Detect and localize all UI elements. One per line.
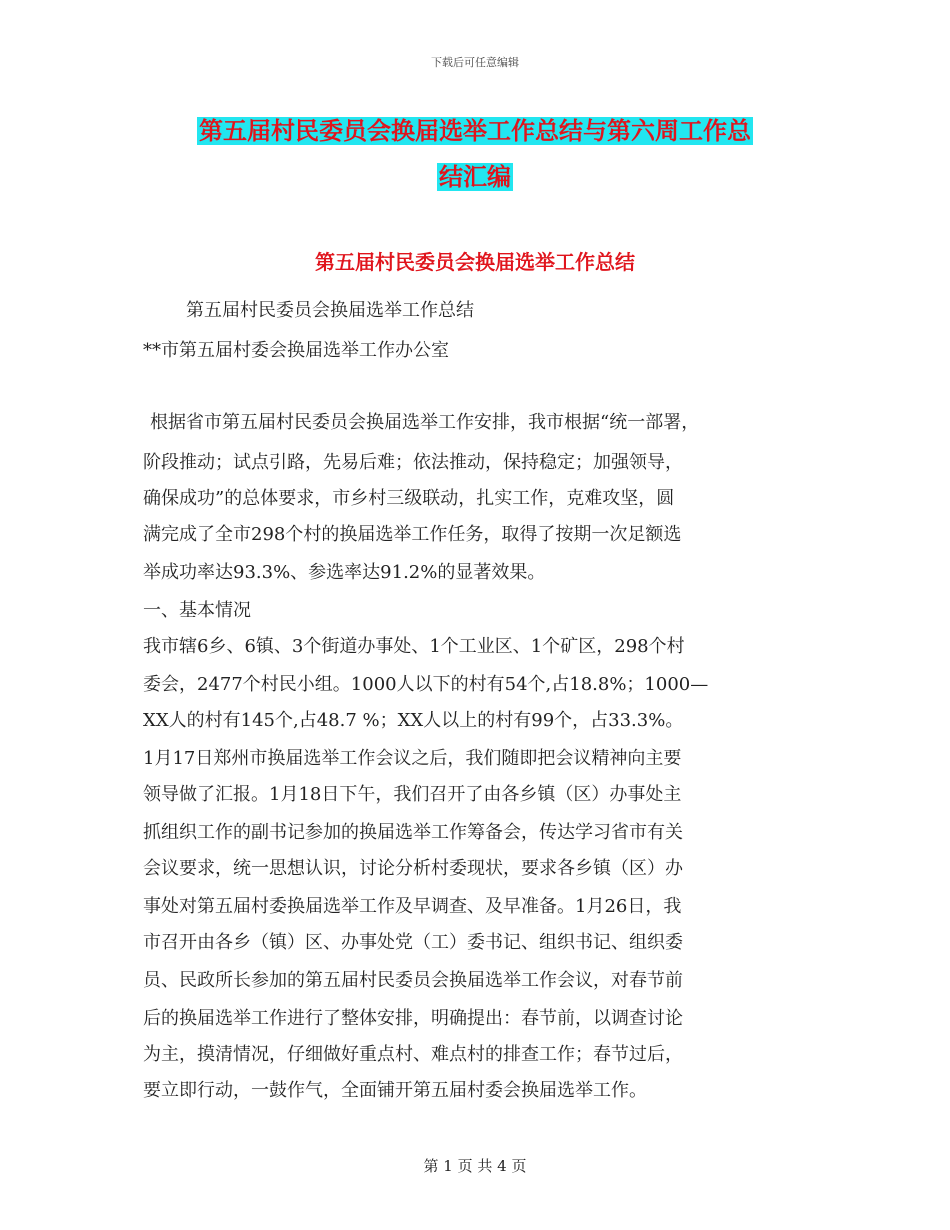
body-line: 领导做了汇报。1月18日下午，我们召开了由各乡镇（区）办事处主 <box>143 784 682 805</box>
body-line: 事处对第五届村委换届选举工作及早调查、及早准备。1月26日，我 <box>143 896 682 917</box>
body-line: 后的换届选举工作进行了整体安排，明确提出：春节前，以调查讨论 <box>143 1008 683 1029</box>
body-line: 一、基本情况 <box>143 600 251 621</box>
body-line: 根据省市第五届村民委员会换届选举工作安排，我市根据“统一部署， <box>150 412 700 433</box>
body-line: 我市辖6乡、6镇、3个街道办事处、1个工业区、1个矿区，298个村 <box>143 636 685 657</box>
body-line: 要立即行动，一鼓作气，全面铺开第五届村委会换届选举工作。 <box>143 1080 647 1101</box>
section-title: 第五届村民委员会换届选举工作总结 <box>315 250 635 274</box>
document-title <box>0 108 950 200</box>
body-line: 委会，2477个村民小组。1000人以下的村有54个,占18.8%；1000— <box>143 674 709 695</box>
body-line: 阶段推动；试点引路，先易后难；依法推动，保持稳定；加强领导， <box>143 452 683 473</box>
body-line: 满完成了全市298个村的换届选举工作任务，取得了按期一次足额选 <box>143 524 682 545</box>
document-title-line-2: 结汇编 <box>439 163 511 191</box>
body-line: 第五届村民委员会换届选举工作总结 <box>186 300 474 321</box>
body-line: XX人的村有145个,占48.7 %；XX人以上的村有99个，占33.3%。 <box>143 710 684 731</box>
body-line: 员、民政所长参加的第五届村民委员会换届选举工作会议，对春节前 <box>143 970 683 991</box>
body-line: 会议要求，统一思想认识，讨论分析村委现状，要求各乡镇（区）办 <box>143 858 683 879</box>
body-line: 为主，摸清情况，仔细做好重点村、难点村的排查工作；春节过后， <box>143 1044 683 1065</box>
body-line: 市召开由各乡（镇）区、办事处党（工）委书记、组织书记、组织委 <box>143 932 683 953</box>
document-title-line-1: 第五届村民委员会换届选举工作总结与第六周工作总 <box>199 117 751 145</box>
body-line: 举成功率达93.3%、参选率达91.2%的显著效果。 <box>143 562 546 583</box>
body-line: 抓组织工作的副书记参加的换届选举工作筹备会，传达学习省市有关 <box>143 822 683 843</box>
body-line: 1月17日郑州市换届选举工作会议之后，我们随即把会议精神向主要 <box>143 748 682 769</box>
page-number-footer: 第 1 页 共 4 页 <box>423 1157 527 1175</box>
body-line: 确保成功”的总体要求，市乡村三级联动，扎实工作，克难攻坚，圆 <box>143 488 675 509</box>
page-header-note: 下载后可任意编辑 <box>431 56 519 69</box>
body-line: **市第五届村委会换届选举工作办公室 <box>143 340 449 361</box>
